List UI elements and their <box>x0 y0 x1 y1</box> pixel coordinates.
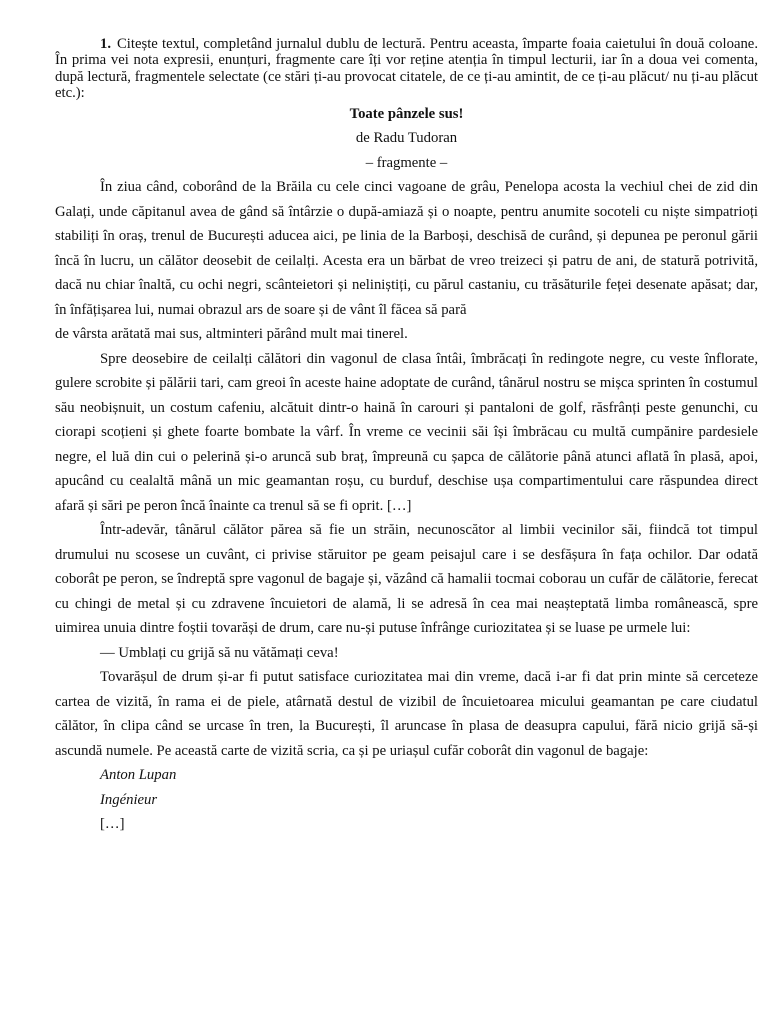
story-subtitle: – fragmente – <box>365 154 448 171</box>
task-number: 1. <box>100 36 112 52</box>
card-name: Anton Lupan <box>100 767 177 784</box>
card-profession: Ingénieur <box>100 791 158 808</box>
task-text: Citește textul, completând jurnalul dublu de lectură. Pentru aceasta, împarte foaia caietului în două coloane. În prima vei nota expresii, enunțuri, fragmente care îți vor reține atenția în timpul lecturii, iar în a doua vei comenta, după lectură, fragmentele selectate (ce stări ți-au provocat citatele, de ce ți-au amintit, de ce ți-au plăcut/ nu ți-au plăcut etc.): <box>55 36 758 102</box>
paragraph: În ziua când, coborând de la Brăila cu cele cinci vagoane de grâu, Penelopa acosta la vechiul chei de zid din Galați, unde căpitanul avea de gând să întârzie o după-amiază și o noapte, pentru anumite socoteli cu niște simpatrioți stabiliți în oraș, trenul de București aducea aici, pe linia de la Barboși, deschisă de curând, și depunea pe peronul gării încă în lucru, un călător deosebit de ceilalți. Acesta era un bărbat de vreo treizeci și patru de ani, de statură potrivită, dacă nu chiar înaltă, cu ochi negri, scânteietori și neliniștiți, cu părul castaniu, cu trăsăturile feței desenate apăsat; dar, în înfățișarea lui, numai obrazul ars de soare și de vânt îl făcea să pară <box>55 179 758 318</box>
paragraph: Într-adevăr, tânărul călător părea să fie un străin, necunoscător al limbii vecinilor săi, fiindcă tot timpul drumului nu scosese un cuvânt, ci privise stăruitor pe geam peisajul care i se desfășura în fața ochilor. Dar odată coborât pe peron, se îndreptă spre vagonul de bagaje și, văzând că hamalii tocmai coborau un cufăr de călătorie, ferecat cu chingi de metal și cu zdravene încuietori de alamă, li se adresă în cea mai neașteptată limba românească, spre uimirea unuia dintre foștii tovarăși de drum, care nu-și putuse înfrânge curiozitatea și se luase pe urmele lui: <box>55 522 758 637</box>
story-title: Toate pânzele sus! <box>349 105 464 122</box>
task-instruction <box>55 36 758 102</box>
ellipsis: […] <box>100 816 125 833</box>
story-body <box>55 175 758 837</box>
paragraph: de vârsta arătată mai sus, altminteri părând mult mai tinerel. <box>55 326 408 343</box>
document-page <box>55 36 758 837</box>
story-author: de Radu Tudoran <box>355 130 458 147</box>
paragraph: Tovarășul de drum și-ar fi putut satisface curiozitatea mai din vreme, dacă i-ar fi dat prin minte să cerceteze cartea de vizită, în rama ei de piele, atârnată destul de vizibil de încuietoarea micului geamantan pe care ciudatul călător, în clipa când se urcase în tren, la București, îl aruncase în plasa de deasupra capului, fără nicio grijă să-și ascundă numele. Pe această carte de vizită scria, ca și pe uriașul cufăr coborât din vagonul de bagaje: <box>55 669 758 759</box>
paragraph: Spre deosebire de ceilalți călători din vagonul de clasa întâi, îmbrăcați în redingote negre, cu veste înflorate, gulere scrobite și pălării tari, cam greoi în aceste haine adoptate de curând, tânărul nostru se mișca sprinten în costumul său neobișnuit, un costum cafeniu, alcătuit dintr-o haină în carouri și pantaloni de golf, răsfrânți peste genunchi, cu ciorapi scoțieni și ghete foarte bombate la vârf. În vreme ce vecinii săi își îmbrăcau cu multă cumpănire pardesiele negre, el luă din cui o pelerină și-o aruncă sub braț, împreună cu șapca de călătorie până atunci aflată în plasă, apoi, apucând cu cealaltă mână un mic geamantan roșu, cu burduf, deschise ușa compartimentului care răspundea direct afară și sări pe peron încă înainte ca trenul să se fi oprit. […] <box>55 350 758 514</box>
dialogue-line: — Umblați cu grijă să nu vătămați ceva! <box>100 644 339 661</box>
